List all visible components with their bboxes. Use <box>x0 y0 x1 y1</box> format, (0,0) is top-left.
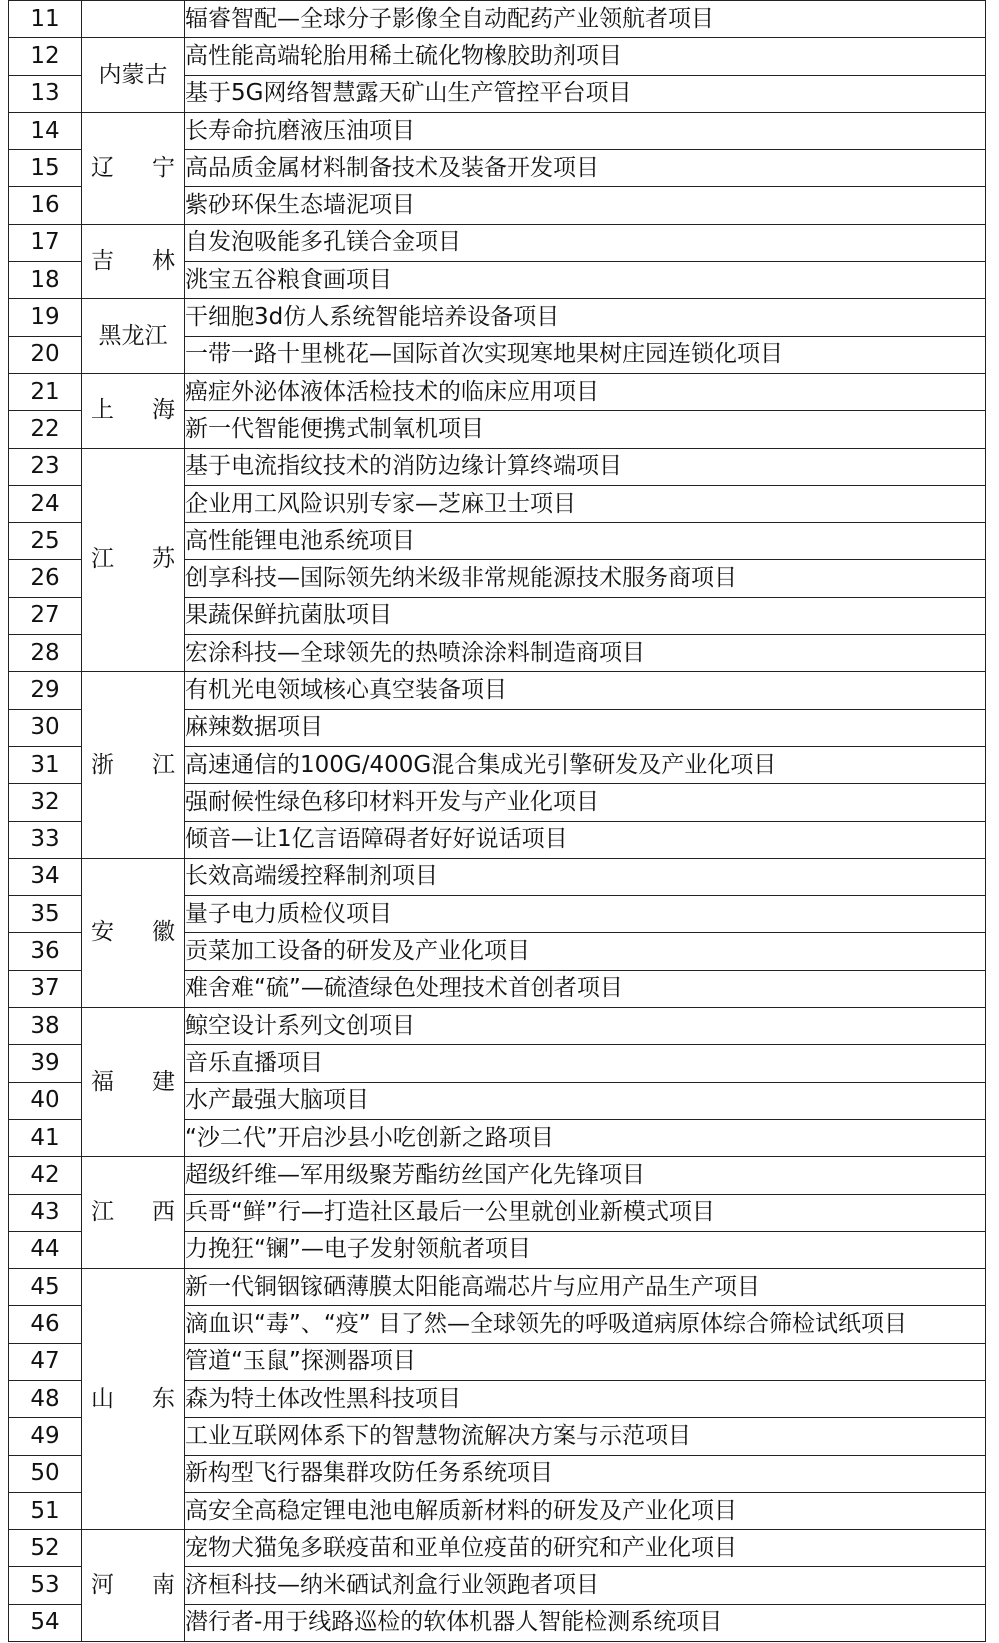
province-label: 福建 <box>91 1068 213 1095</box>
table-row <box>9 1 986 38</box>
project-name: 新一代智能便携式制氧机项目 <box>185 411 986 448</box>
row-number: 46 <box>9 1306 82 1343</box>
project-name: 癌症外泌体液体活检技术的临床应用项目 <box>185 373 986 410</box>
project-name: 有机光电领域核心真空装备项目 <box>185 672 986 709</box>
row-number: 35 <box>9 896 82 933</box>
row-number: 48 <box>9 1380 82 1417</box>
row-number: 38 <box>9 1008 82 1045</box>
row-number: 15 <box>9 150 82 187</box>
row-number: 31 <box>9 746 82 783</box>
row-number: 18 <box>9 262 82 299</box>
province-cell <box>82 38 185 113</box>
project-name: 长寿命抗磨液压油项目 <box>185 112 986 149</box>
province-cell <box>82 1530 213 1642</box>
table-row <box>9 1269 986 1306</box>
row-number: 14 <box>9 112 82 149</box>
project-name: 力挽狂“镧”—电子发射领航者项目 <box>185 1231 986 1268</box>
row-number: 25 <box>9 523 82 560</box>
row-number: 39 <box>9 1045 82 1082</box>
project-table-body <box>9 1 986 1642</box>
project-name: 高速通信的100G/400G混合集成光引擎研发及产业化项目 <box>185 746 986 783</box>
project-name: 高性能锂电池系统项目 <box>185 523 986 560</box>
row-number: 54 <box>9 1604 82 1641</box>
province-label: 江苏 <box>91 546 213 573</box>
table-row <box>9 1157 986 1194</box>
province-cell <box>82 1157 213 1269</box>
project-name: 果蔬保鲜抗菌肽项目 <box>185 597 986 634</box>
row-number: 52 <box>9 1530 82 1567</box>
province-label: 内蒙古 <box>98 61 168 88</box>
row-number: 50 <box>9 1455 82 1492</box>
province-label: 江西 <box>91 1199 213 1226</box>
row-number: 26 <box>9 560 82 597</box>
row-number: 45 <box>9 1269 82 1306</box>
project-name: 新构型飞行器集群攻防任务系统项目 <box>185 1455 986 1492</box>
project-name: 鲸空设计系列文创项目 <box>185 1008 986 1045</box>
province-label: 辽宁 <box>91 154 213 181</box>
row-number: 20 <box>9 336 82 373</box>
table-row <box>9 672 986 709</box>
table-row <box>9 38 986 75</box>
project-name: 紫砂环保生态墙泥项目 <box>185 187 986 224</box>
project-name: 高性能高端轮胎用稀土硫化物橡胶助剂项目 <box>185 38 986 75</box>
row-number: 19 <box>9 299 82 336</box>
project-name: 济桓科技—纳米硒试剂盒行业领跑者项目 <box>185 1567 986 1604</box>
project-name: 管道“玉鼠”探测器项目 <box>185 1343 986 1380</box>
project-name: 基于5G网络智慧露天矿山生产管控平台项目 <box>185 75 986 112</box>
row-number: 22 <box>9 411 82 448</box>
row-number: 24 <box>9 485 82 522</box>
project-name: 新一代铜铟镓硒薄膜太阳能高端芯片与应用产品生产项目 <box>185 1269 986 1306</box>
table-row <box>9 373 986 410</box>
project-name: 宠物犬猫兔多联疫苗和亚单位疫苗的研究和产业化项目 <box>185 1530 986 1567</box>
project-name: 高品质金属材料制备技术及装备开发项目 <box>185 150 986 187</box>
row-number: 11 <box>9 1 82 38</box>
province-label: 浙江 <box>91 751 213 778</box>
province-cell <box>82 299 185 374</box>
row-number: 29 <box>9 672 82 709</box>
project-name: 基于电流指纹技术的消防边缘计算终端项目 <box>185 448 986 485</box>
row-number: 36 <box>9 933 82 970</box>
row-number: 16 <box>9 187 82 224</box>
project-name: 音乐直播项目 <box>185 1045 986 1082</box>
project-name: 量子电力质检仪项目 <box>185 896 986 933</box>
row-number: 37 <box>9 970 82 1007</box>
table-row <box>9 1008 986 1045</box>
row-number: 17 <box>9 224 82 261</box>
row-number: 51 <box>9 1492 82 1529</box>
province-cell <box>82 448 213 672</box>
row-number: 13 <box>9 75 82 112</box>
project-name: 宏涂科技—全球领先的热喷涂涂料制造商项目 <box>185 635 986 672</box>
project-name: 一带一路十里桃花—国际首次实现寒地果树庄园连锁化项目 <box>185 336 986 373</box>
row-number: 32 <box>9 784 82 821</box>
province-label: 黑龙江 <box>98 322 168 349</box>
project-name: 兵哥“鲜”行—打造社区最后一公里就创业新模式项目 <box>185 1194 986 1231</box>
row-number: 41 <box>9 1119 82 1156</box>
province-cell <box>82 1008 213 1157</box>
row-number: 44 <box>9 1231 82 1268</box>
row-number: 33 <box>9 821 82 858</box>
project-name: 麻辣数据项目 <box>185 709 986 746</box>
row-number: 21 <box>9 373 82 410</box>
province-cell <box>82 373 213 448</box>
project-name: 倾音—让1亿言语障碍者好好说话项目 <box>185 821 986 858</box>
project-name: 企业用工风险识别专家—芝麻卫士项目 <box>185 485 986 522</box>
table-row <box>9 1530 986 1567</box>
row-number: 27 <box>9 597 82 634</box>
province-label: 吉林 <box>91 248 213 275</box>
province-label: 河南 <box>91 1572 213 1599</box>
province-cell <box>82 112 213 224</box>
project-name: 高安全高稳定锂电池电解质新材料的研发及产业化项目 <box>185 1492 986 1529</box>
row-number: 43 <box>9 1194 82 1231</box>
row-number: 30 <box>9 709 82 746</box>
table-row <box>9 299 986 336</box>
project-name: 长效高端缓控释制剂项目 <box>185 858 986 895</box>
province-label: 安徽 <box>91 919 213 946</box>
project-name: 创享科技—国际领先纳米级非常规能源技术服务商项目 <box>185 560 986 597</box>
table-row <box>9 858 986 895</box>
project-name: 洮宝五谷粮食画项目 <box>185 262 986 299</box>
province-cell <box>82 1 185 38</box>
row-number: 42 <box>9 1157 82 1194</box>
row-number: 53 <box>9 1567 82 1604</box>
row-number: 23 <box>9 448 82 485</box>
project-name: 辐睿智配—全球分子影像全自动配药产业领航者项目 <box>185 1 986 38</box>
project-name: 超级纤维—军用级聚芳酯纺丝国产化先锋项目 <box>185 1157 986 1194</box>
project-table <box>8 0 986 1642</box>
row-number: 40 <box>9 1082 82 1119</box>
project-name: 工业互联网体系下的智慧物流解决方案与示范项目 <box>185 1418 986 1455</box>
province-cell <box>82 858 213 1007</box>
table-row <box>9 224 986 261</box>
row-number: 34 <box>9 858 82 895</box>
table-row <box>9 112 986 149</box>
project-name: 森为特土体改性黑科技项目 <box>185 1380 986 1417</box>
province-cell <box>82 224 213 299</box>
project-name: 潜行者-用于线路巡检的软体机器人智能检测系统项目 <box>185 1604 986 1641</box>
project-name: 强耐候性绿色移印材料开发与产业化项目 <box>185 784 986 821</box>
province-cell <box>82 1269 213 1530</box>
project-name: 滴血识“毒”、“疫” 目了然—全球领先的呼吸道病原体综合筛检试纸项目 <box>185 1306 986 1343</box>
row-number: 28 <box>9 635 82 672</box>
province-cell <box>82 672 213 858</box>
project-name: 干细胞3d仿人系统智能培养设备项目 <box>185 299 986 336</box>
project-name: 贡菜加工设备的研发及产业化项目 <box>185 933 986 970</box>
province-label: 山东 <box>91 1385 213 1412</box>
row-number: 12 <box>9 38 82 75</box>
project-name: 难舍难“硫”—硫渣绿色处理技术首创者项目 <box>185 970 986 1007</box>
province-label: 上海 <box>91 397 213 424</box>
project-name: “沙二代”开启沙县小吃创新之路项目 <box>185 1119 986 1156</box>
row-number: 49 <box>9 1418 82 1455</box>
table-row <box>9 448 986 485</box>
project-name: 自发泡吸能多孔镁合金项目 <box>185 224 986 261</box>
row-number: 47 <box>9 1343 82 1380</box>
project-name: 水产最强大脑项目 <box>185 1082 986 1119</box>
